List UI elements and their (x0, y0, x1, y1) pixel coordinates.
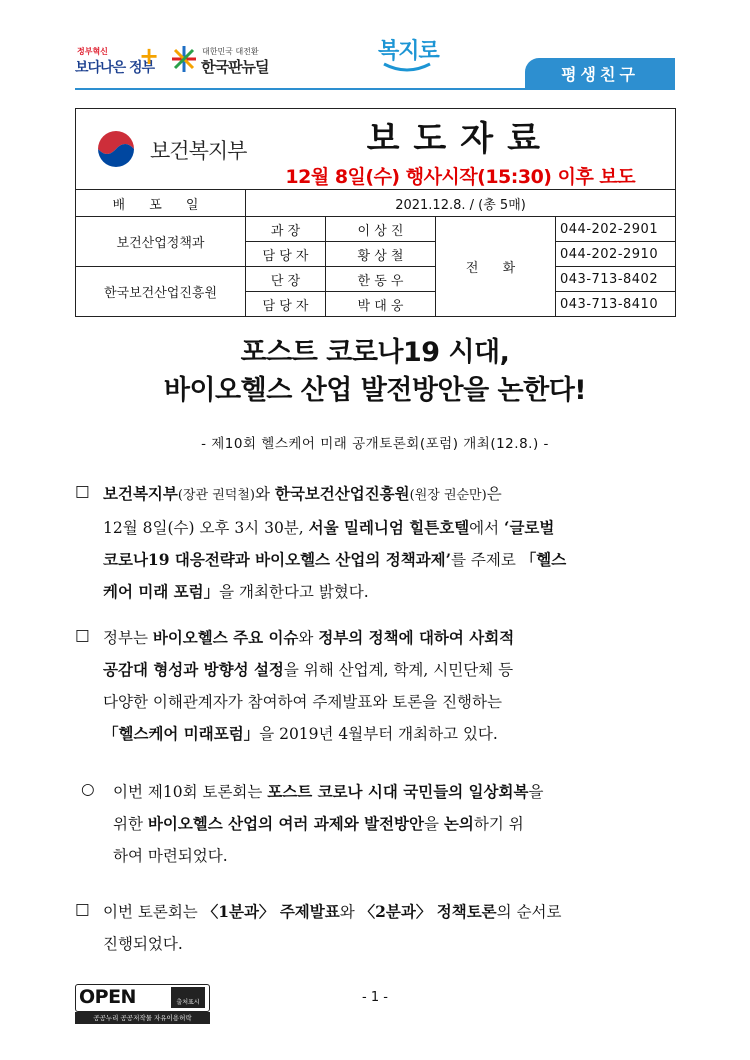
header-divider (75, 88, 675, 90)
square-bullet-icon: □ (75, 626, 90, 644)
attribution-icon: 출처표시 (171, 987, 205, 1008)
contact-role: 과 장 (246, 217, 326, 242)
org-khidi: 한국보건산업진흥원 (76, 267, 246, 317)
contact-role: 단 장 (246, 267, 326, 292)
contact-phone: 043-713-8402 (556, 267, 676, 292)
distribution-label: 배 포 일 (76, 190, 246, 217)
phone-label: 전 화 (436, 217, 556, 317)
headline-line2: 바이오헬스 산업 발전방안을 논한다! (163, 375, 587, 406)
contact-name: 이 상 진 (326, 217, 436, 242)
korean-new-deal-logo (170, 44, 290, 78)
distribution-date: 2021.12.8. / (총 5매) (246, 190, 676, 217)
contact-role: 담 당 자 (246, 292, 326, 317)
org-bio-policy: 보건산업정책과 (76, 217, 246, 267)
square-bullet-icon: □ (75, 900, 90, 918)
new-deal-star-icon (170, 44, 198, 74)
contact-name: 박 대 웅 (326, 292, 436, 317)
open-text: OPEN (79, 986, 136, 1008)
subheadline: - 제10회 헬스케어 미래 공개토론회(포럼) 개최(12.8.) - (201, 436, 549, 452)
contact-phone: 044-202-2910 (556, 242, 676, 267)
paragraph-2: □ 정부는 바이오헬스 주요 이슈와 정부의 정책에 대하여 사회적 공감대 형성과 방향성 설정을 위해 산업계, 학계, 시민단체 등 다양한 이해관계자가 참여하여 주제발표와 토론을 진행하는 「헬스케어 미래포럼」을 2019년 4월부터 개최하고 있다. (75, 626, 515, 743)
press-release-title: 보도자료 (366, 119, 554, 159)
ministry-logo-cell (76, 109, 246, 190)
gov-innovation-logo (75, 44, 165, 78)
plus-icon: + (139, 42, 160, 70)
paragraph-3: ○ 이번 제10회 토론회는 포스트 코로나 시대 국민들의 일상회복을 위한 바이오헬스 산업의 여러 과제와 발전방안을 논의하기 위 하여 마련되었다. (81, 780, 544, 865)
paragraph-1: □ 보건복지부(장관 권덕철)와 한국보건산업진흥원(원장 권순만)은 12월 8일(수) 오후 3시 30분, 서울 밀레니엄 힐튼호텔에서 ‘글로벌 코로나19 대응전략과 바이오헬스 산업의 정책과제’를 주제로 「헬스 케어 미래 포럼」을 개최한다고 밝혔다. (75, 482, 567, 601)
page-number: - 1 - (362, 990, 388, 1005)
bokjiro-smile-icon (382, 62, 432, 74)
circle-bullet-icon: ○ (81, 780, 95, 798)
ministry-name: 보건복지부 (150, 139, 247, 163)
bokjiro-logo: 복지로 (378, 39, 439, 64)
contact-name: 한 동 우 (326, 267, 436, 292)
contact-name: 황 상 철 (326, 242, 436, 267)
contact-phone: 044-202-2901 (556, 217, 676, 242)
headline-line1: 포스트 코로나19 시대, (240, 337, 510, 368)
ministry-emblem-icon (94, 127, 138, 171)
press-release-table (75, 108, 676, 317)
logo1-small-text: 정부혁신 (77, 47, 108, 56)
headline (75, 334, 675, 410)
embargo-notice: 12월 8일(수) 행사시작(15:30) 이후 보도 (285, 166, 636, 188)
contact-role: 담 당 자 (246, 242, 326, 267)
square-bullet-icon: □ (75, 482, 90, 500)
paragraph-4: □ 이번 토론회는 〈1분과〉 주제발표와 〈2분과〉 정책토론의 순서로 진행되었다. (75, 900, 562, 953)
title-cell (246, 109, 676, 190)
logo2-small-text: 대한민국 대전환 (202, 47, 259, 56)
lifelong-friend-tab: 평생친구 (525, 58, 675, 88)
logo1-main-text: 보다나은 정부 (75, 60, 155, 76)
open-caption: 공공누리 공공저작물 자유이용허락 (75, 1012, 210, 1024)
logo2-main-text: 한국판뉴딜 (201, 58, 269, 76)
contact-phone: 043-713-8410 (556, 292, 676, 317)
